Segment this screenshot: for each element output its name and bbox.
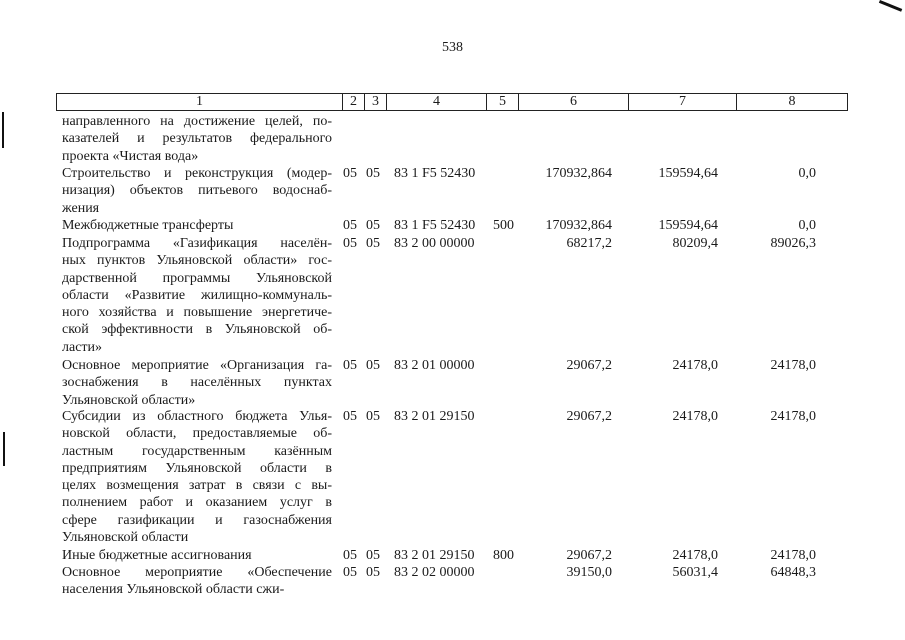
cell-col-2: 05: [343, 358, 357, 373]
cell-col-2: 05: [343, 218, 357, 233]
description-line: ластным государственным казённым: [62, 443, 332, 459]
description-line: Основное мероприятие «Обеспечение: [62, 565, 332, 580]
cell-col-3: 05: [366, 236, 380, 251]
table-header: [56, 93, 848, 111]
cell-col-8: 24178,0: [770, 409, 816, 424]
cell-col-2: 05: [343, 548, 357, 563]
description-line: области «Развитие жилищно-коммуналь-: [62, 287, 332, 303]
description-line: полнением работ и оказанием услуг в: [62, 495, 332, 511]
header-col-4: 4: [387, 94, 487, 110]
cell-col-2: 05: [343, 409, 357, 424]
cell-col-4: 83 2 01 00000: [394, 358, 475, 373]
cell-col-6: 29067,2: [566, 358, 612, 373]
cell-col-8: 64848,3: [770, 565, 816, 580]
cell-col-7: 159594,64: [658, 166, 718, 181]
description-line: ласти»: [62, 339, 103, 355]
cell-col-8: 24178,0: [770, 548, 816, 563]
cell-col-8: 89026,3: [770, 236, 816, 251]
row-description: [62, 113, 332, 165]
row-description: [62, 357, 332, 409]
header-col-6: 6: [519, 94, 629, 110]
scan-corner-mark: [879, 0, 902, 12]
description-line: казателей и результатов федерального: [62, 131, 332, 147]
scan-edge-mark: [2, 112, 4, 148]
cell-col-7: 56031,4: [672, 565, 718, 580]
row-description: [62, 217, 332, 234]
description-line: Ульяновской области»: [62, 392, 196, 408]
cell-col-6: 170932,864: [545, 166, 612, 181]
cell-col-4: 83 2 01 29150: [394, 548, 475, 563]
cell-col-3: 05: [366, 565, 380, 580]
cell-col-8: 24178,0: [770, 358, 816, 373]
row-description: [62, 547, 332, 564]
cell-col-7: 24178,0: [672, 548, 718, 563]
description-line: населения Ульяновской области сжи-: [62, 582, 285, 598]
cell-col-7: 24178,0: [672, 409, 718, 424]
header-col-3: 3: [365, 94, 387, 110]
description-line: проекта «Чистая вода»: [62, 148, 199, 164]
cell-col-5: 800: [493, 548, 514, 563]
description-line: предприятиям Ульяновской области в: [62, 460, 332, 476]
cell-col-3: 05: [366, 218, 380, 233]
cell-col-4: 83 2 00 00000: [394, 236, 475, 251]
description-line: Ульяновской области: [62, 530, 189, 546]
description-line: Межбюджетные трансферты: [62, 218, 234, 233]
description-line: ской эффективности в Ульяновской об-: [62, 322, 332, 338]
description-line: направленного на достижение целей, по-: [62, 114, 332, 129]
row-description: [62, 235, 332, 356]
cell-col-3: 05: [366, 358, 380, 373]
description-line: низация) объектов питьевого водоснаб-: [62, 183, 332, 199]
header-col-5: 5: [487, 94, 519, 110]
description-line: новской области, предоставляемые об-: [62, 426, 332, 442]
cell-col-3: 05: [366, 409, 380, 424]
cell-col-2: 05: [343, 565, 357, 580]
description-line: ных пунктов Ульяновской области» гос-: [62, 253, 332, 269]
cell-col-5: 500: [493, 218, 514, 233]
description-line: дарственной программы Ульяновской: [62, 270, 332, 286]
header-col-7: 7: [629, 94, 737, 110]
cell-col-6: 68217,2: [566, 236, 612, 251]
cell-col-6: 29067,2: [566, 409, 612, 424]
row-description: [62, 165, 332, 217]
cell-col-7: 159594,64: [658, 218, 718, 233]
cell-col-6: 39150,0: [566, 565, 612, 580]
cell-col-4: 83 2 01 29150: [394, 409, 475, 424]
row-description: [62, 408, 332, 546]
cell-col-6: 29067,2: [566, 548, 612, 563]
header-col-2: 2: [343, 94, 365, 110]
row-description: [62, 564, 332, 599]
cell-col-3: 05: [366, 166, 380, 181]
description-line: целях возмещения затрат в связи с вы-: [62, 478, 332, 494]
description-line: зоснабжения в населённых пунктах: [62, 375, 332, 391]
description-line: Субсидии из областного бюджета Улья-: [62, 409, 332, 424]
cell-col-8: 0,0: [798, 166, 816, 181]
description-line: ного хозяйства и повышение энергетиче-: [62, 305, 332, 321]
description-line: Иные бюджетные ассигнования: [62, 548, 252, 563]
header-col-1: 1: [57, 94, 343, 110]
description-line: сфере газификации и газоснабжения: [62, 512, 332, 528]
description-line: Подпрограмма «Газификация населён-: [62, 236, 332, 251]
scan-edge-mark: [3, 432, 5, 466]
cell-col-7: 80209,4: [672, 236, 718, 251]
cell-col-4: 83 1 F5 52430: [394, 218, 476, 233]
cell-col-4: 83 1 F5 52430: [394, 166, 476, 181]
cell-col-6: 170932,864: [545, 218, 612, 233]
description-line: Строительство и реконструкция (модер-: [62, 166, 332, 181]
cell-col-7: 24178,0: [672, 358, 718, 373]
header-col-8: 8: [788, 94, 796, 109]
description-line: жения: [62, 200, 100, 216]
description-line: Основное мероприятие «Организация га-: [62, 358, 332, 373]
cell-col-2: 05: [343, 166, 357, 181]
page-number: 538: [442, 40, 463, 55]
cell-col-4: 83 2 02 00000: [394, 565, 475, 580]
cell-col-2: 05: [343, 236, 357, 251]
cell-col-8: 0,0: [798, 218, 816, 233]
cell-col-3: 05: [366, 548, 380, 563]
